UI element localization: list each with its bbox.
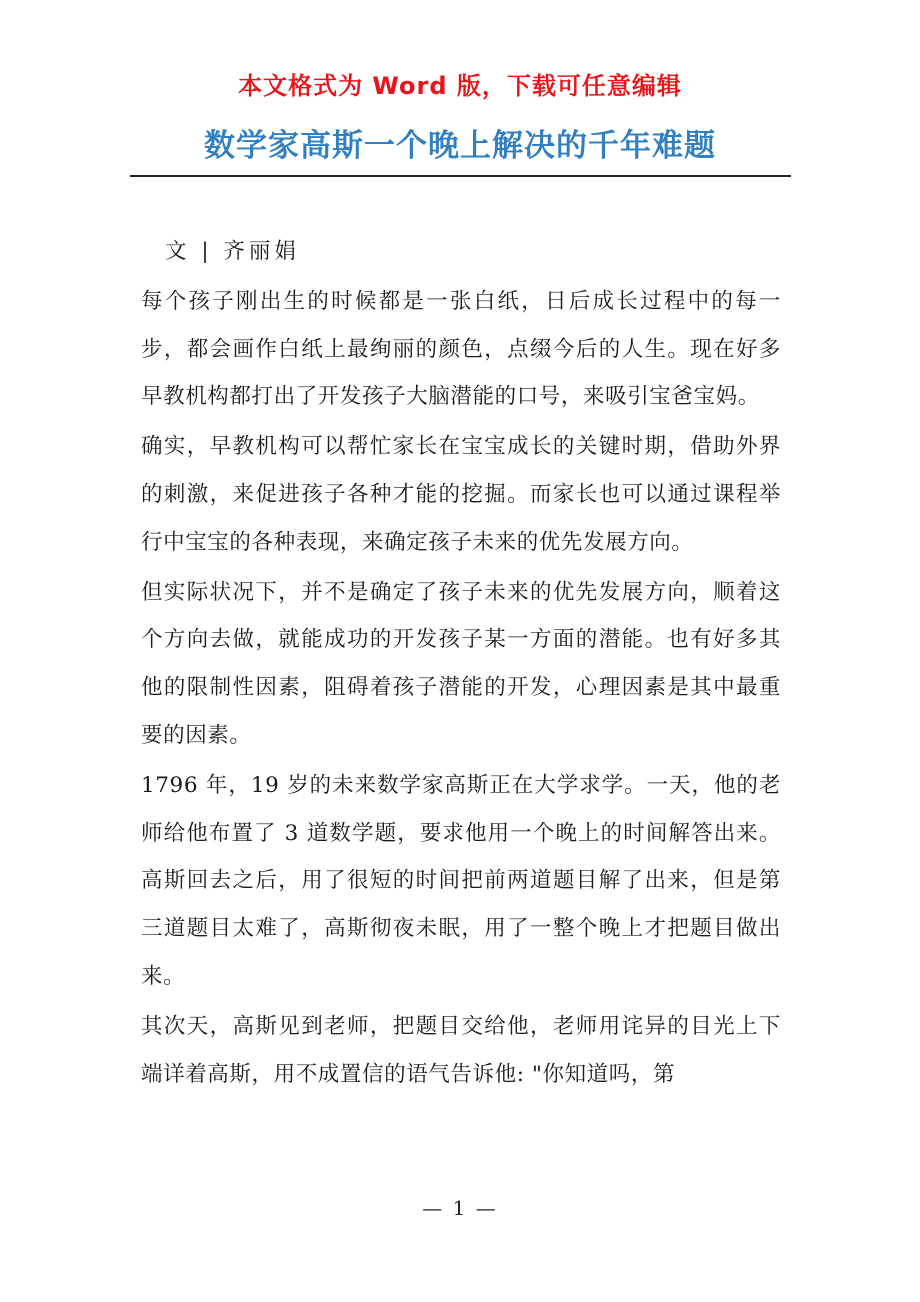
paragraph-2: 确实，早教机构可以帮忙家长在宝宝成长的关键时期，借助外界的刺激，来促进孩子各种才能的挖掘。而家长也可以通过课程举行中宝宝的各种表现，来确定孩子未来的优先发展方向。 [141, 434, 781, 555]
paragraph-3: 但实际状况下，并不是确定了孩子未来的优先发展方向，顺着这个方向去做，就能成功的开发孩子某一方面的潜能。也有好多其他的限制性因素，阻碍着孩子潜能的开发，心理因素是其中最重要的因素。 [141, 579, 781, 748]
page-number: — 1 — [422, 1196, 498, 1220]
format-banner: 本文格式为 Word 版，下载可任意编辑 [238, 72, 682, 100]
article-body [141, 228, 781, 1100]
paragraph-4: 1796 年，19 岁的未来数学家高斯正在大学求学。一天，他的老师给他布置了 3 道数学题，要求他用一个晚上的时间解答出来。高斯回去之后，用了很短的时间把前两道题目解了出来，但是第三道题目太难了，高斯彻夜未眠，用了一整个晚上才把题目做出来。 [141, 772, 781, 989]
document-title: 数学家高斯一个晚上解决的千年难题 [204, 128, 716, 164]
title-divider [130, 175, 791, 177]
paragraph-5: 其次天，高斯见到老师，把题目交给他，老师用诧异的目光上下端详着高斯，用不成置信的语气告诉他: "你知道吗，第 [141, 1013, 781, 1087]
paragraph-1: 每个孩子刚出生的时候都是一张白纸，日后成长过程中的每一步，都会画作白纸上最绚丽的颜色，点缀今后的人生。现在好多早教机构都打出了开发孩子大脑潜能的口号，来吸引宝爸宝妈。 [141, 288, 781, 410]
author-byline: 文 | 齐丽娟 [165, 239, 300, 264]
